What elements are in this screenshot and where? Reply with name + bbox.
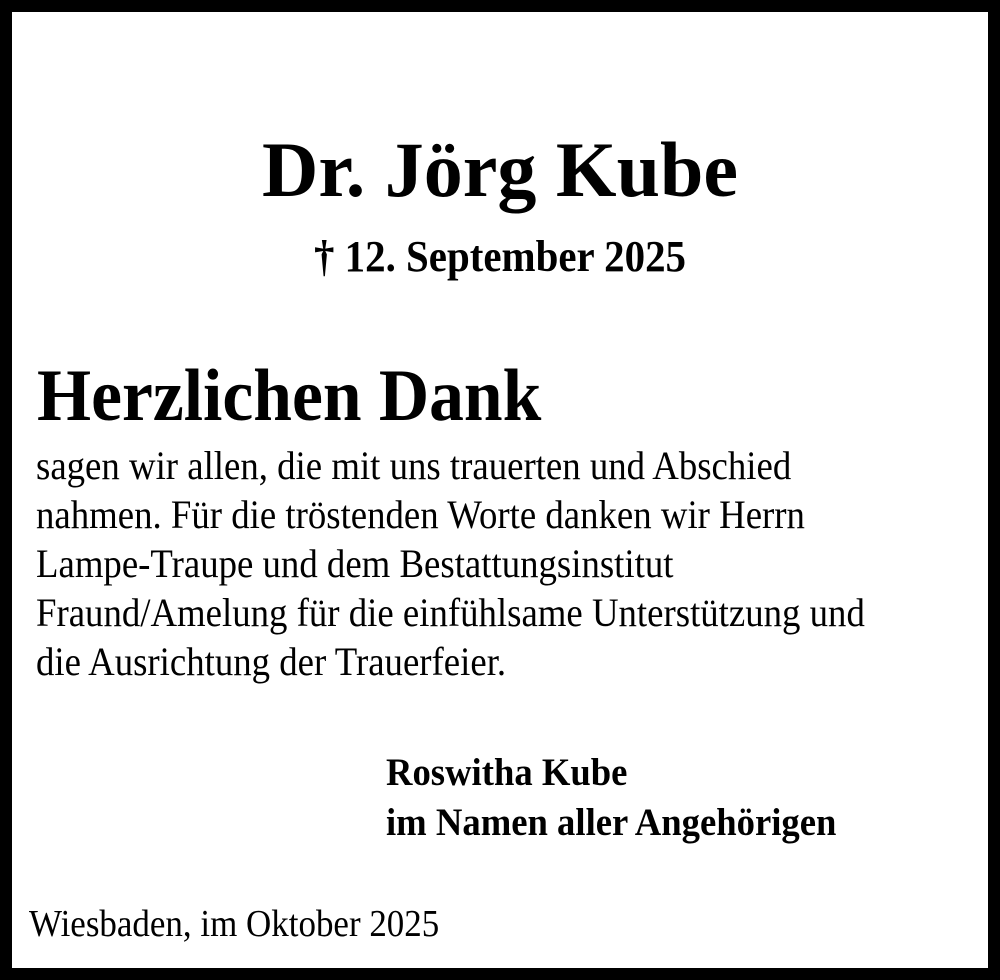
signature-on-behalf: im Namen aller Angehörigen: [386, 801, 837, 844]
body-line: Lampe-Traupe und dem Bestattungsinstitut: [36, 541, 674, 586]
thanks-headline: Herzlichen Dank: [37, 355, 542, 437]
body-line: nahmen. Für die tröstenden Worte danken wir Herrn: [36, 492, 805, 537]
body-line: Fraund/Amelung für die einfühlsame Unterstützung und: [36, 590, 865, 635]
death-date: † 12. September 2025: [313, 232, 687, 281]
signature-block: [386, 748, 836, 848]
signature-name: Roswitha Kube: [386, 751, 628, 794]
place-date-line: Wiesbaden, im Oktober 2025: [29, 903, 440, 945]
body-line: die Ausrichtung der Trauerfeier.: [36, 639, 507, 684]
deceased-name: Dr. Jörg Kube: [262, 126, 738, 213]
body-line: sagen wir allen, die mit uns trauerten und Abschied: [36, 443, 792, 488]
body-paragraph: [36, 441, 865, 686]
